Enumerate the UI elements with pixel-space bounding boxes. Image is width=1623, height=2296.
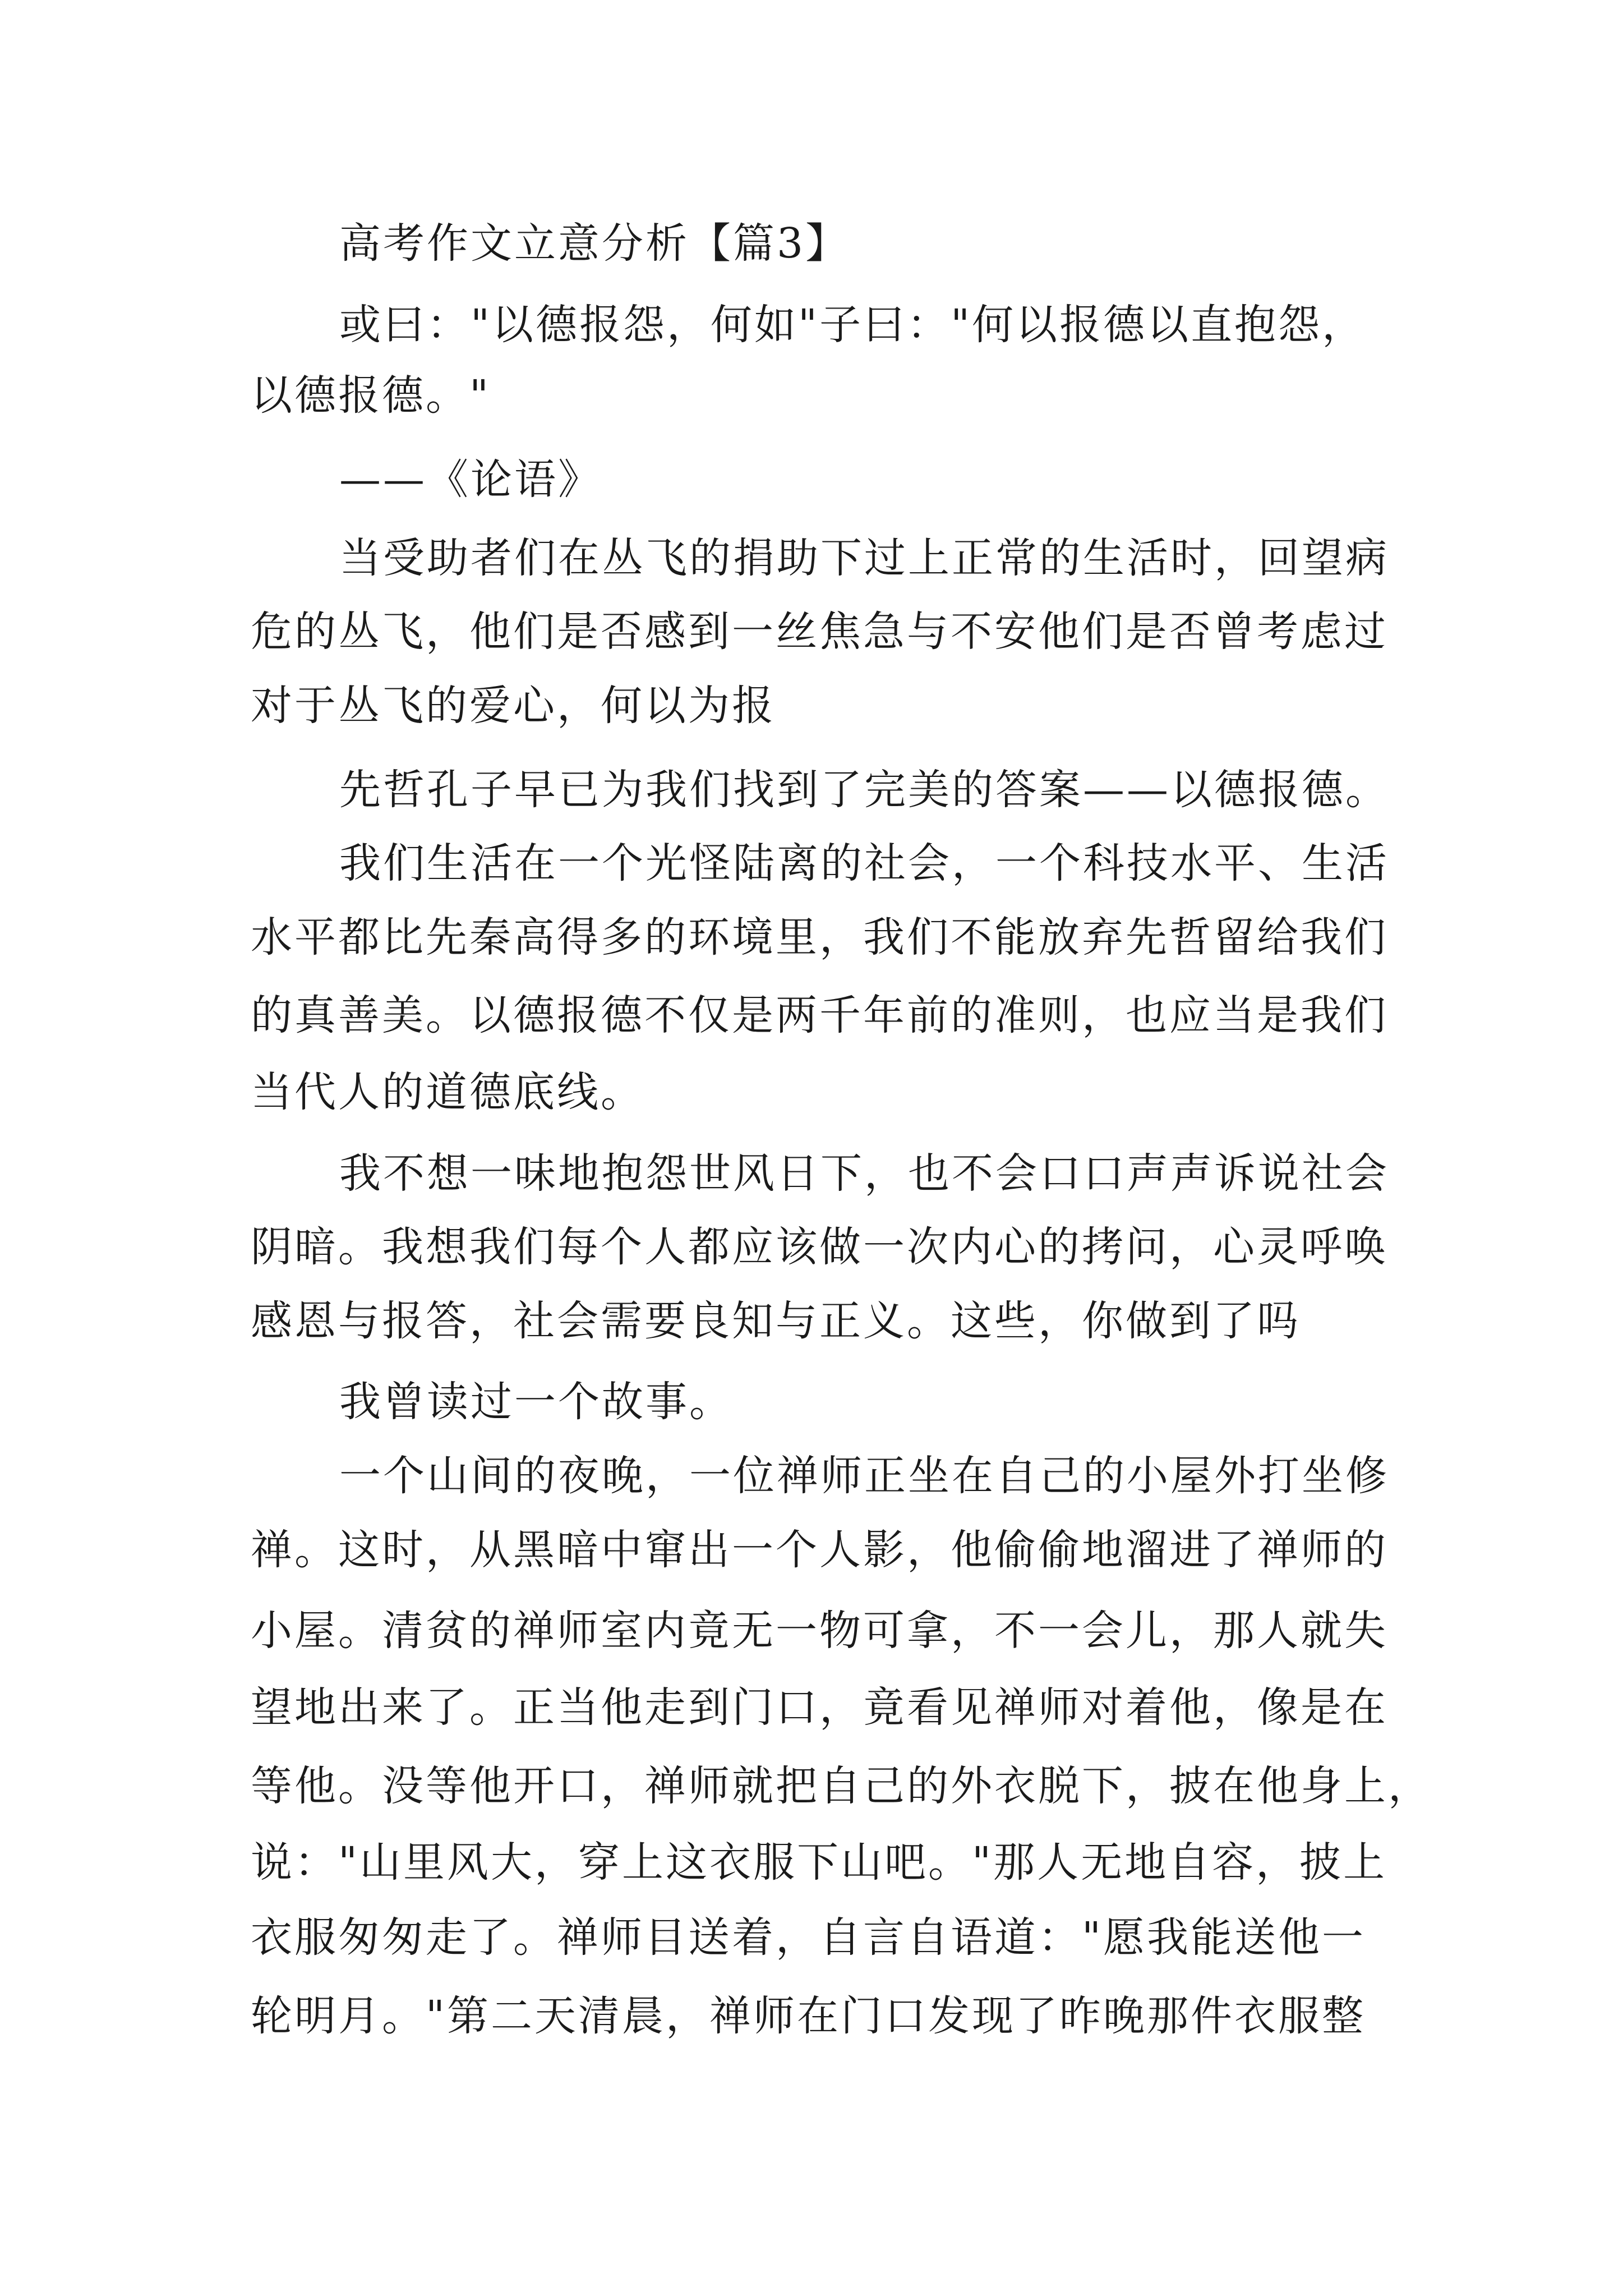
paragraph-line: 先哲孔子早已为我们找到了完美的答案——以德报德。 [339,766,1389,814]
quote-line: 以德报德。" [251,371,491,420]
paragraph-line: 禅。这时，从黑暗中窜出一个人影，他偷偷地溜进了禅师的 [251,1526,1388,1574]
page-title: 高考作文立意分析【篇3】 [339,219,850,268]
paragraph-line: 一个山间的夜晚，一位禅师正坐在自己的小屋外打坐修 [339,1452,1389,1500]
paragraph-line: 危的丛飞，他们是否感到一丝焦急与不安他们是否曾考虑过 [251,608,1388,656]
paragraph-line: 当代人的道德底线。 [251,1068,644,1116]
paragraph-line: 当受助者们在丛飞的捐助下过上正常的生活时，回望病 [339,534,1389,582]
paragraph-line: 我曾读过一个故事。 [339,1378,733,1426]
quote-line: 或曰："以德报怨，何如"子曰："何以报德以直抱怨， [339,301,1366,349]
paragraph-line: 阴暗。我想我们每个人都应该做一次内心的拷问，心灵呼唤 [251,1223,1388,1271]
paragraph-line: 轮明月。"第二天清晨，禅师在门口发现了昨晚那件衣服整 [251,1992,1366,2040]
paragraph-line: 望地出来了。正当他走到门口，竟看见禅师对着他，像是在 [251,1683,1388,1732]
paragraph-line: 感恩与报答，社会需要良知与正义。这些，你做到了吗 [251,1297,1301,1345]
paragraph-line: 小屋。清贫的禅师室内竟无一物可拿，不一会儿，那人就失 [251,1607,1388,1655]
paragraph-line: 等他。没等他开口，禅师就把自己的外衣脱下，披在他身上， [251,1762,1432,1810]
paragraph-line: 对于丛飞的爱心，何以为报 [251,682,776,730]
paragraph-line: 衣服匆匆走了。禅师目送着，自言自语道："愿我能送他一 [251,1913,1366,1962]
paragraph-line: 我们生活在一个光怪陆离的社会，一个科技水平、生活 [339,839,1389,887]
paragraph-line: 说："山里风大，穿上这衣服下山吧。"那人无地自容，披上 [251,1838,1387,1887]
quote-attribution: ——《论语》 [339,455,602,504]
paragraph-line: 水平都比先秦高得多的环境里，我们不能放弃先哲留给我们 [251,913,1388,961]
paragraph-line: 我不想一味地抱怨世风日下，也不会口口声声诉说社会 [339,1149,1389,1198]
paragraph-line: 的真善美。以德报德不仅是两千年前的准则，也应当是我们 [251,991,1388,1039]
